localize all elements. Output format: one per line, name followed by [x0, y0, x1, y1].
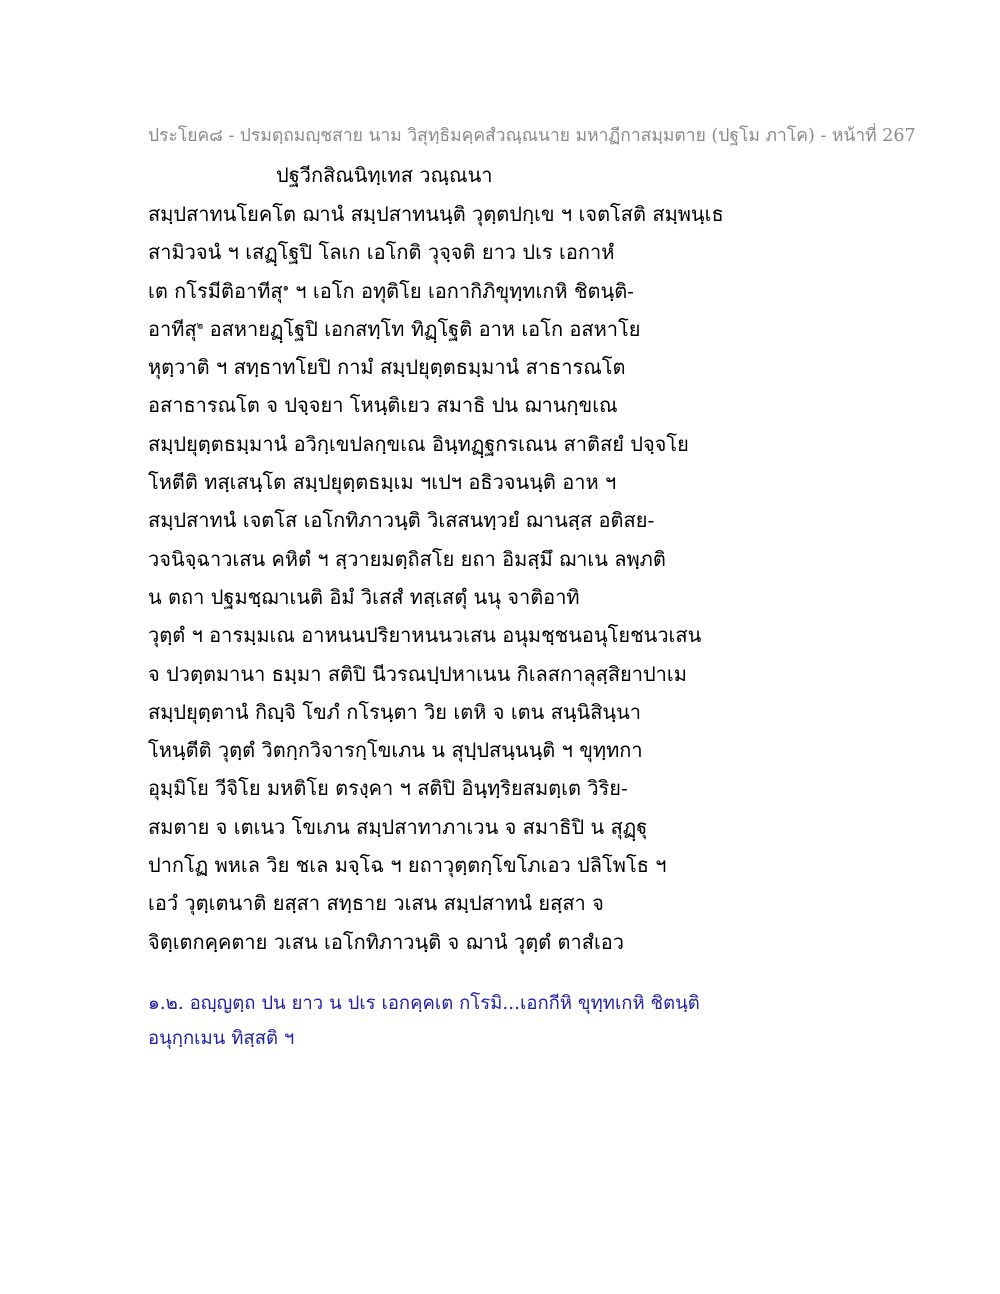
- text-line: สมฺปสาทนํ เจตโส เอโกทิภาวนฺติ วิเสสนทฺวยํ ฌานสฺส อติสย-: [148, 508, 655, 533]
- text-line: สมฺปสาทนโยคโต ฌานํ สมฺปสาทนนฺติ วุตฺตปกฺเข ฯ เจตโสติ สมฺพนฺเธ: [148, 202, 724, 226]
- text-line: วุตฺตํ ฯ อารมฺมเณ อาหนนปริยาหนนวเสน อนุมชฺชนอนุโยชนวเสน: [148, 623, 702, 648]
- text-line: จ ปวตฺตมานา ธมฺมา สติปิ นีวรณปฺปหาเนน กิเลสกาลุสฺสิยาปาเม: [148, 661, 687, 686]
- section-title: ปฐวีกสิณนิทฺเทส วณฺณนา: [276, 163, 493, 187]
- text-line: [148, 314, 868, 352]
- footnotes: [148, 990, 868, 1060]
- text-segment: เต กโรมีติอาทีสุ: [148, 278, 283, 303]
- footnote-line: ๑.๒. อญฺญตฺถ ปน ยาว น ปเร เอกคฺคเต กโรมิ...เอกกีหิ ขุทฺทเกหิ ชิตนฺติ: [148, 993, 700, 1014]
- text-line: อสาธารณโต จ ปจฺจยา โหนฺติเยว สมาธิ ปน ฌานกฺขเณ: [148, 393, 618, 418]
- text-line: โหนฺตีติ วุตฺตํ วิตกฺกวิจารกฺโขเภน น สุปฺปสนฺนนฺติ ฯ ขุทฺทกา: [148, 738, 643, 763]
- footnote-mark-1: ๑: [282, 281, 289, 293]
- text-line: ปากโฏ พหเล วิย ชเล มจฺโฉ ฯ ยถาวุตฺตกฺโขโภเอว ปลิโพโธ ฯ: [148, 853, 667, 878]
- text-line: วจนิจฺฉาวเสน คหิตํ ฯ สฺวายมตฺถิสโย ยถา อิมสฺมึ ฌาเน ลพฺภติ: [148, 546, 666, 571]
- text-line: [148, 276, 868, 314]
- text-segment: ฯ เอโก อทุติโย เอกากิภิขุทฺทเกหิ ชิตนฺติ-: [288, 278, 634, 303]
- footnote-mark-2: ๒: [196, 320, 204, 332]
- text-line: เอวํ วุตฺเตนาติ ยสฺสา สทฺธาย วเสน สมฺปสาทนํ ยสฺสา จ: [148, 891, 604, 916]
- page-header: ประโยค๘ - ปรมตฺถมญฺชสาย นาม วิสุทฺธิมคฺคสํวณฺณนาย มหาฏีกาสมฺมตาย (ปฐโม ภาโค) - หน้าที่ 267: [148, 126, 916, 146]
- text-segment: อสหายฏฺโฐปิ เอกสทฺโท ทิฏฺโฐติ อาห เอโก อสหาโย: [203, 316, 641, 341]
- text-line: โหตีติ ทสฺเสนฺโต สมฺปยุตฺตธมฺเม ฯเปฯ อธิวจนนฺติ อาห ฯ: [148, 470, 617, 495]
- text-line: หุตฺวาติ ฯ สทฺธาทโยปิ กามํ สมฺปยุตฺตธมฺมานํ สาธารณโต: [148, 355, 626, 380]
- footnote-line: อนุกฺกเมน ทิสฺสติ ฯ: [148, 1028, 295, 1049]
- text-line: สมตาย จ เตเนว โขเภน สมฺปสาทาภาเวน จ สมาธิปิ น สุฏฺฐุ: [148, 814, 648, 839]
- text-segment: อาทีสุ: [148, 316, 197, 341]
- text-line: สมฺปยุตฺตธมฺมานํ อวิกฺเขปลกฺขเณ อินฺทฏฺฐกรเณน สาติสยํ ปจฺจโย: [148, 431, 689, 456]
- body-text: [148, 199, 868, 965]
- text-line: สามิวจนํ ฯ เสฏฺโฐปิ โลเก เอโกติ วุจฺจติ ยาว ปเร เอกาหํ: [148, 240, 615, 265]
- text-line: สมฺปยุตฺตานํ กิญฺจิ โขภํ กโรนฺตา วิย เตหิ จ เตน สนฺนิสินฺนา: [148, 699, 641, 724]
- text-line: อุมฺมิโย วีจิโย มหติโย ตรงฺคา ฯ สติปิ อินฺทฺริยสมตฺเต วิริย-: [148, 776, 628, 801]
- text-line: จิตฺเตกคฺคตาย วเสน เอโกทิภาวนฺติ จ ฌานํ วุตฺตํ ตาสํเอว: [148, 929, 625, 954]
- text-line: น ตถา ปฐมชฺฌาเนติ อิมํ วิเสสํ ทสฺเสตุํ นนุ จาติอาทิ: [148, 584, 580, 609]
